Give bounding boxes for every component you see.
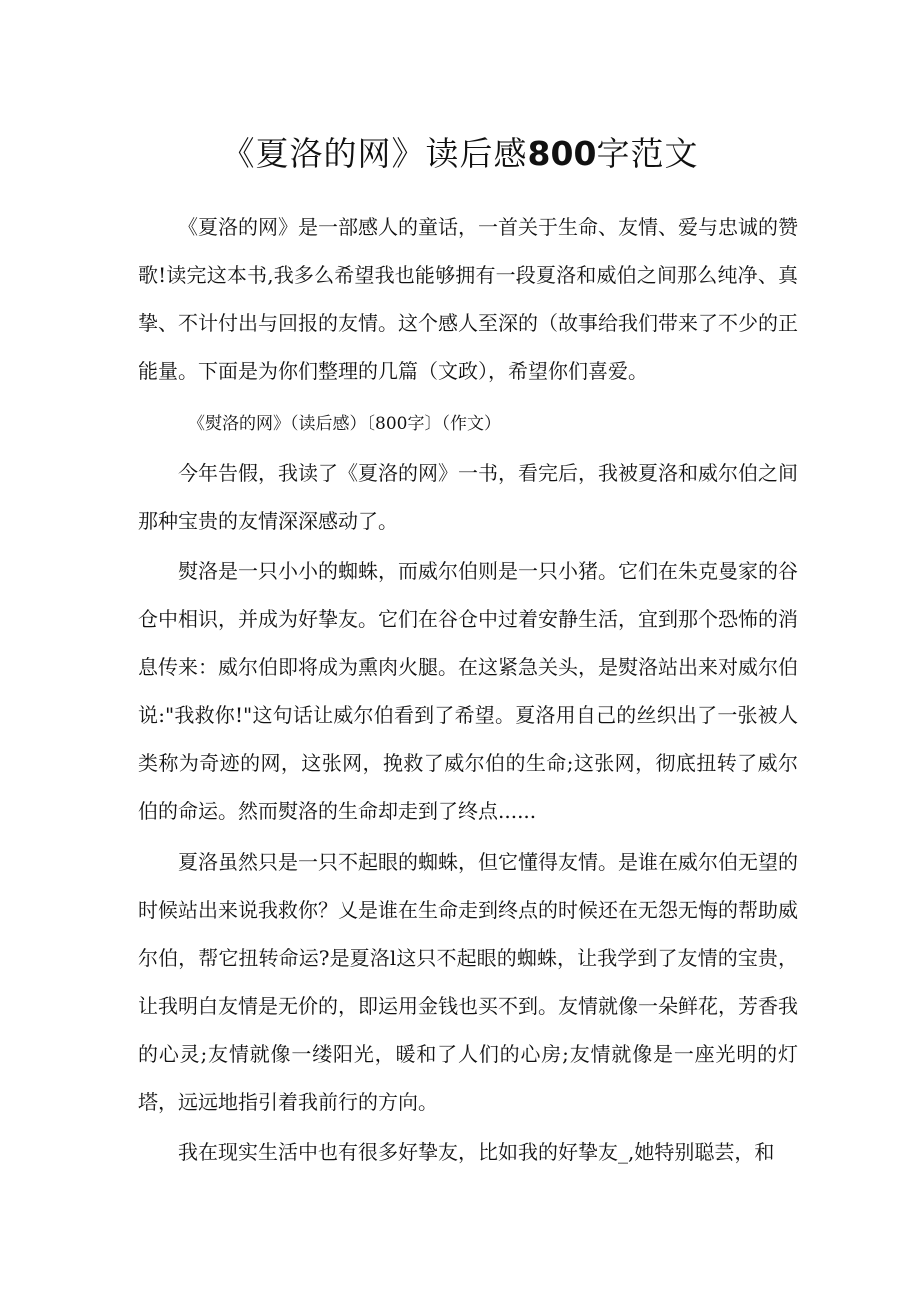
- body-paragraph-4: 我在现实生活中也有很多好挚友，比如我的好挚友_,她特别聪芸，和: [178, 1140, 775, 1164]
- body-paragraph-3: 夏洛虽然只是一只不起眼的蜘蛛，但它懂得友情。是谁在威尔伯无望的时候站出来说我救你？乂是谁在生命走到终点的时候还在无怨无悔的帮助威尔伯，帮它扭转命运?是夏洛l这只不起眼的蜘蛛，让我学到了友情的宝贵，让我明白友情是无价的，即运用金钱也买不到。友情就像一朵鲜花，芳香我的心灵;友情就像一缕阳光，暖和了人们的心房;友情就像是一座光明的灯塔，远远地指引着我前行的方向。: [138, 850, 798, 1114]
- body-paragraph-1: 今年告假，我读了《夏洛的网》一书，看完后，我被夏洛和威尔伯之间那种宝贵的友情深深感动了。: [138, 461, 798, 533]
- title-suffix: 字范文: [596, 134, 699, 173]
- document-title: [0, 126, 920, 182]
- body-paragraph-2: 熨洛是一只小小的蜘蛛，而威尔伯则是一只小猪。它们在朱克曼家的谷仓中相识，并成为好挚友。它们在谷仓中过着安静生活，宜到那个恐怖的消息传来：威尔伯即将成为熏肉火腿。在这紧急关头，是熨洛站出来对威尔伯说:"我救你!"这句话让威尔伯看到了希望。夏洛用自己的丝织出了一张被人类称为奇迹的网，这张网，挽救了威尔伯的生命;这张网，彻底扭转了威尔伯的命运。然而熨洛的生命却走到了终点......: [138, 559, 798, 823]
- intro-paragraph: 《夏洛的网》是一部感人的童话，一首关于生命、友情、爱与忠诚的赞歌!读完这本书,我多么希望我也能够拥有一段夏洛和威伯之间那么纯净、真挚、不计付出与回报的友情。这个感人至深的（故事给我们带来了不少的正能量。下面是为你们整理的几篇（文政），希望你们喜爱。: [138, 215, 798, 383]
- title-number: 800: [527, 134, 597, 173]
- title-prefix: 《夏洛的网》读后感: [221, 134, 528, 173]
- article-subheading: 《熨洛的网》（读后感）〔800字〕（作文）: [188, 414, 501, 434]
